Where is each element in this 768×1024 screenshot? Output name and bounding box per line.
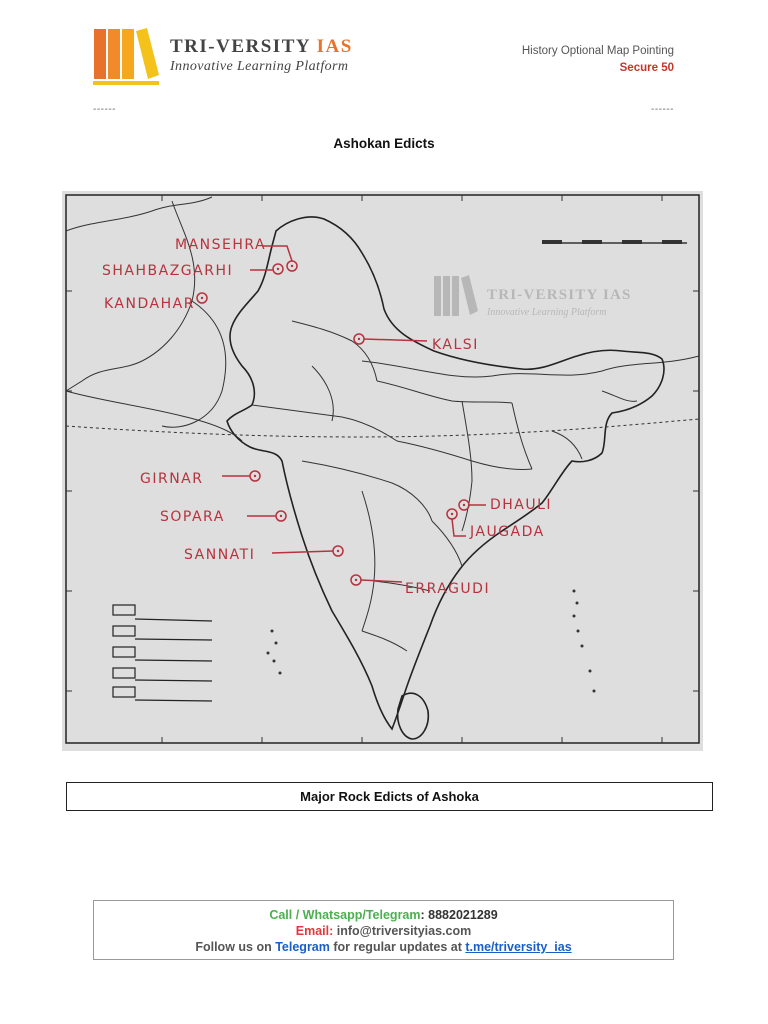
- phone-number[interactable]: 8882021289: [428, 908, 498, 922]
- site-label-kandahar: KANDAHAR: [104, 296, 195, 312]
- site-label-jaugada: JAUGADA: [470, 524, 545, 540]
- divider-dash-left: ------: [93, 104, 116, 115]
- contact-box: [93, 900, 674, 960]
- site-label-dhauli: DHAULI: [490, 497, 553, 513]
- india-map: [62, 191, 703, 751]
- call-label: Call / Whatsapp/Telegram: [269, 908, 421, 922]
- brand-logo: [93, 27, 163, 87]
- site-label-kalsi: KALSI: [432, 337, 479, 353]
- email-address[interactable]: info@triversityias.com: [336, 924, 472, 938]
- caption-text: Major Rock Edicts of Ashoka: [300, 789, 479, 804]
- telegram-label: Telegram: [275, 940, 330, 954]
- page-title: Ashokan Edicts: [333, 136, 435, 151]
- brand-tagline: Innovative Learning Platform: [170, 59, 349, 74]
- header-meta: [522, 43, 674, 77]
- site-label-sopara: SOPARA: [160, 509, 225, 525]
- follow-mid: for regular updates at: [333, 940, 462, 954]
- contact-call-line: Call / Whatsapp/Telegram: 8882021289: [269, 908, 498, 922]
- site-label-mansehra: MANSEHRA: [175, 237, 267, 253]
- subject-label: History Optional Map Pointing: [521, 45, 674, 57]
- watermark-tagline: Innovative Learning Platform: [487, 307, 607, 318]
- site-label-sannati: SANNATI: [184, 547, 256, 563]
- site-label-girnar: GIRNAR: [140, 471, 204, 487]
- follow-prefix: Follow us on: [195, 940, 272, 954]
- contact-follow-line: [94, 939, 673, 955]
- site-kandahar: [104, 293, 207, 312]
- email-label: Email: [295, 924, 330, 938]
- contact-email-line: Email: info@triversityias.com: [295, 924, 472, 938]
- series-label: Secure 50: [619, 62, 674, 74]
- divider-dash-right: ------: [651, 104, 674, 115]
- watermark-name: TRI-VERSITY IAS: [487, 287, 632, 303]
- map-caption: [66, 782, 713, 811]
- brand-name: TRI-VERSITY IAS: [170, 36, 353, 57]
- site-label-erragudi: ERRAGUDI: [405, 581, 491, 597]
- telegram-link[interactable]: t.me/triversity_ias: [465, 940, 572, 954]
- site-label-shahbazgarhi: SHAHBAZGARHI: [102, 263, 234, 279]
